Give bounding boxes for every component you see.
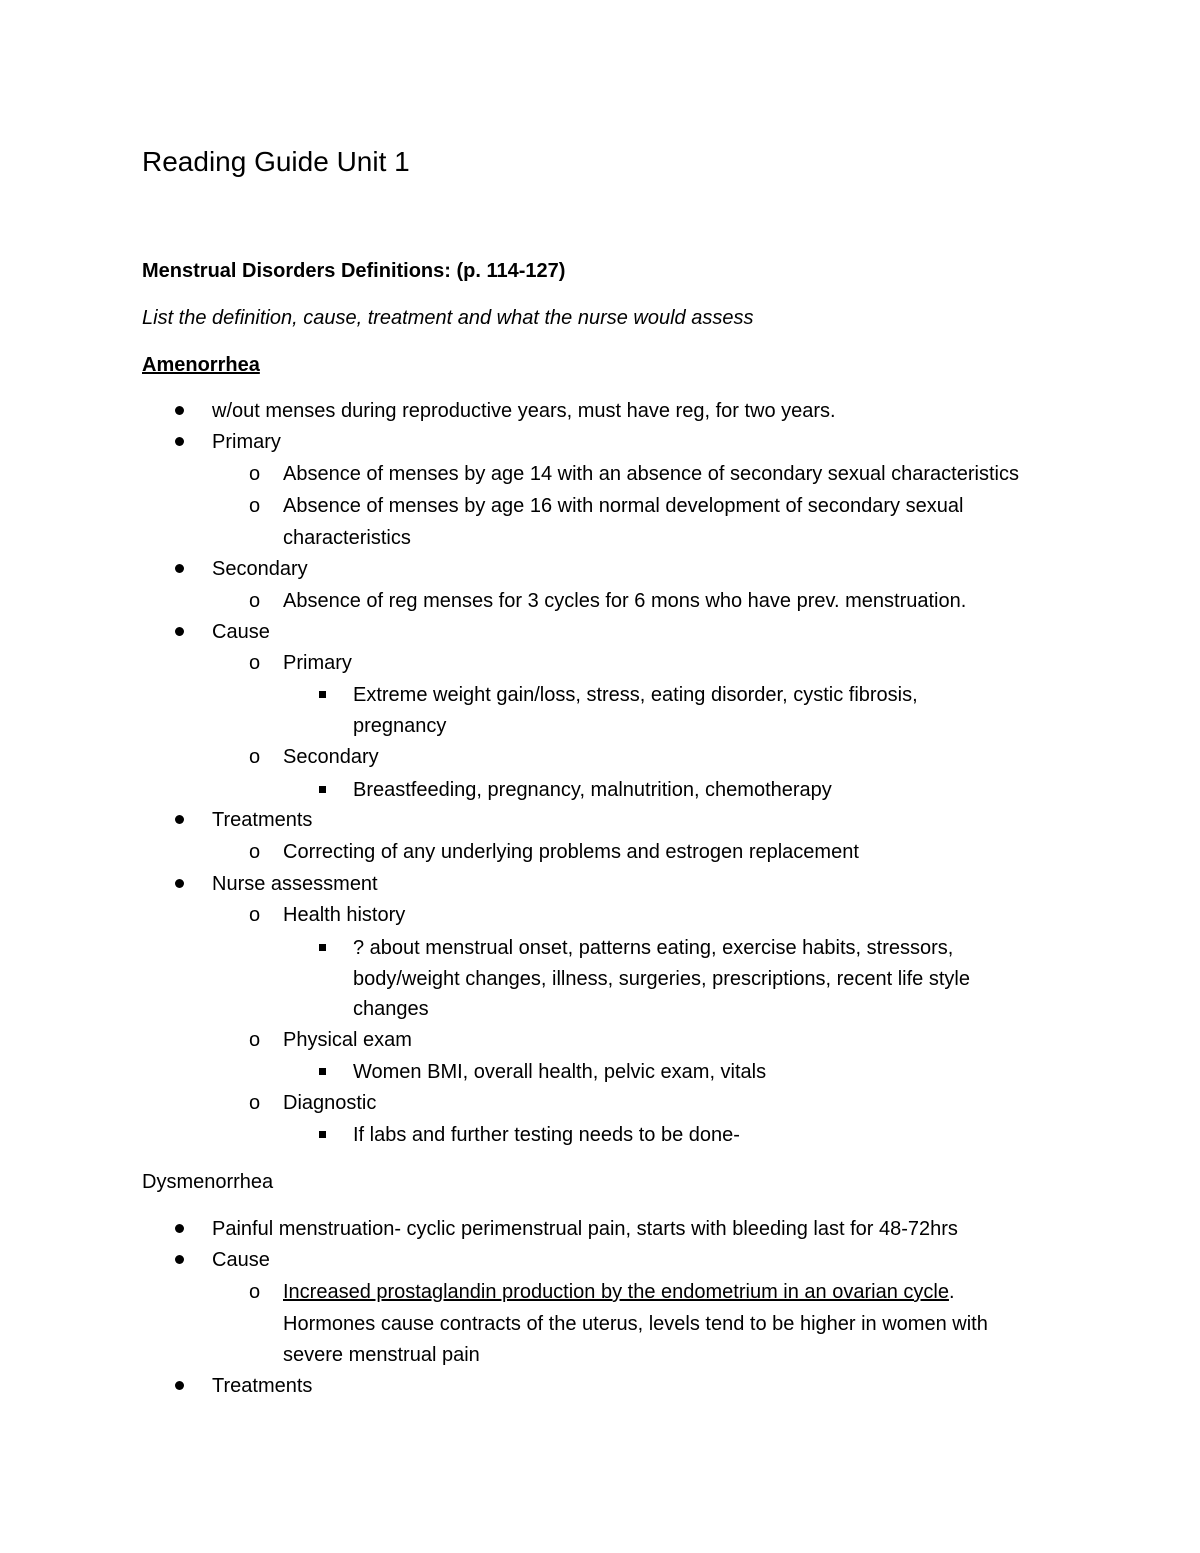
amenorrhea-primary-label: Primary [212, 431, 281, 453]
bullet-dot [175, 1373, 184, 1390]
amenorrhea-health-history-label: Health history [283, 904, 406, 926]
amenorrhea-primary-item-1: Absence of menses by age 14 with an absence of secondary sexual characteristics [283, 463, 1019, 485]
bullet-dot [175, 429, 184, 446]
amenorrhea-primary-item-2-cont: characteristics [283, 527, 411, 549]
amenorrhea-cause-secondary-label: Secondary [283, 746, 379, 768]
dysmenorrhea-cause-item [283, 1279, 955, 1305]
amenorrhea-cause-primary-item-cont: pregnancy [353, 715, 447, 737]
bullet-circle: o [249, 463, 261, 485]
bullet-square [319, 682, 326, 698]
amenorrhea-secondary-item-1: Absence of reg menses for 3 cycles for 6 mons who have prev. menstruation. [283, 590, 967, 612]
dysmenorrhea-cause-label: Cause [212, 1249, 270, 1271]
bullet-circle: o [249, 1029, 261, 1051]
bullet-dot [175, 619, 184, 636]
amenorrhea-health-history-item-cont: changes [353, 998, 429, 1020]
amenorrhea-nurse-label: Nurse assessment [212, 873, 378, 895]
bullet-circle: o [249, 904, 261, 926]
bullet-circle: o [249, 495, 261, 517]
amenorrhea-physical-exam-item: Women BMI, overall health, pelvic exam, vitals [353, 1061, 767, 1083]
amenorrhea-cause-primary-item: Extreme weight gain/loss, stress, eating disorder, cystic fibrosis, [353, 684, 918, 706]
amenorrhea-treatments-item: Correcting of any underlying problems and estrogen replacement [283, 841, 859, 863]
amenorrhea-primary-item-2: Absence of menses by age 16 with normal development of secondary sexual [283, 495, 964, 517]
dysmenorrhea-definition: Painful menstruation- cyclic perimenstrual pain, starts with bleeding last for 48-72hrs [212, 1218, 958, 1240]
bullet-dot [175, 398, 184, 415]
bullet-dot [175, 871, 184, 888]
bullet-square [319, 777, 326, 793]
bullet-circle: o [249, 652, 261, 674]
bullet-dot [175, 807, 184, 824]
dysmenorrhea-cause-underlined: Increased prostaglandin production by the endometrium in an ovarian cycle [283, 1281, 949, 1303]
amenorrhea-cause-secondary-item: Breastfeeding, pregnancy, malnutrition, chemotherapy [353, 779, 832, 801]
dysmenorrhea-cause-item-cont: severe menstrual pain [283, 1344, 480, 1366]
amenorrhea-diagnostic-label: Diagnostic [283, 1092, 377, 1114]
amenorrhea-health-history-item-cont: body/weight changes, illness, surgeries, prescriptions, recent life style [353, 968, 970, 990]
bullet-dot [175, 556, 184, 573]
amenorrhea-cause-primary-label: Primary [283, 652, 352, 674]
bullet-circle: o [249, 1281, 261, 1303]
amenorrhea-definition: w/out menses during reproductive years, must have reg, for two years. [212, 400, 836, 422]
dysmenorrhea-treatments-label: Treatments [212, 1375, 313, 1397]
bullet-circle: o [249, 746, 261, 768]
instructions-text: List the definition, cause, treatment and what the nurse would assess [142, 307, 754, 329]
bullet-square [319, 1059, 326, 1075]
bullet-dot [175, 1247, 184, 1264]
amenorrhea-heading: Amenorrhea [142, 354, 260, 376]
section-heading: Menstrual Disorders Definitions: (p. 114-127) [142, 260, 566, 282]
bullet-square [319, 935, 326, 951]
amenorrhea-cause-label: Cause [212, 621, 270, 643]
amenorrhea-health-history-item: ? about menstrual onset, patterns eating, exercise habits, stressors, [353, 937, 954, 959]
dysmenorrhea-heading: Dysmenorrhea [142, 1171, 274, 1193]
bullet-circle: o [249, 590, 261, 612]
amenorrhea-treatments-label: Treatments [212, 809, 313, 831]
bullet-circle: o [249, 841, 261, 863]
amenorrhea-diagnostic-item: If labs and further testing needs to be done- [353, 1124, 740, 1146]
amenorrhea-physical-exam-label: Physical exam [283, 1029, 412, 1051]
amenorrhea-secondary-label: Secondary [212, 558, 308, 580]
document-title: Reading Guide Unit 1 [142, 146, 410, 177]
bullet-dot [175, 1216, 184, 1233]
dysmenorrhea-cause-period: . [948, 1281, 955, 1303]
bullet-square [319, 1122, 326, 1138]
dysmenorrhea-cause-item-cont: Hormones cause contracts of the uterus, levels tend to be higher in women with [283, 1313, 988, 1335]
bullet-circle: o [249, 1092, 261, 1114]
